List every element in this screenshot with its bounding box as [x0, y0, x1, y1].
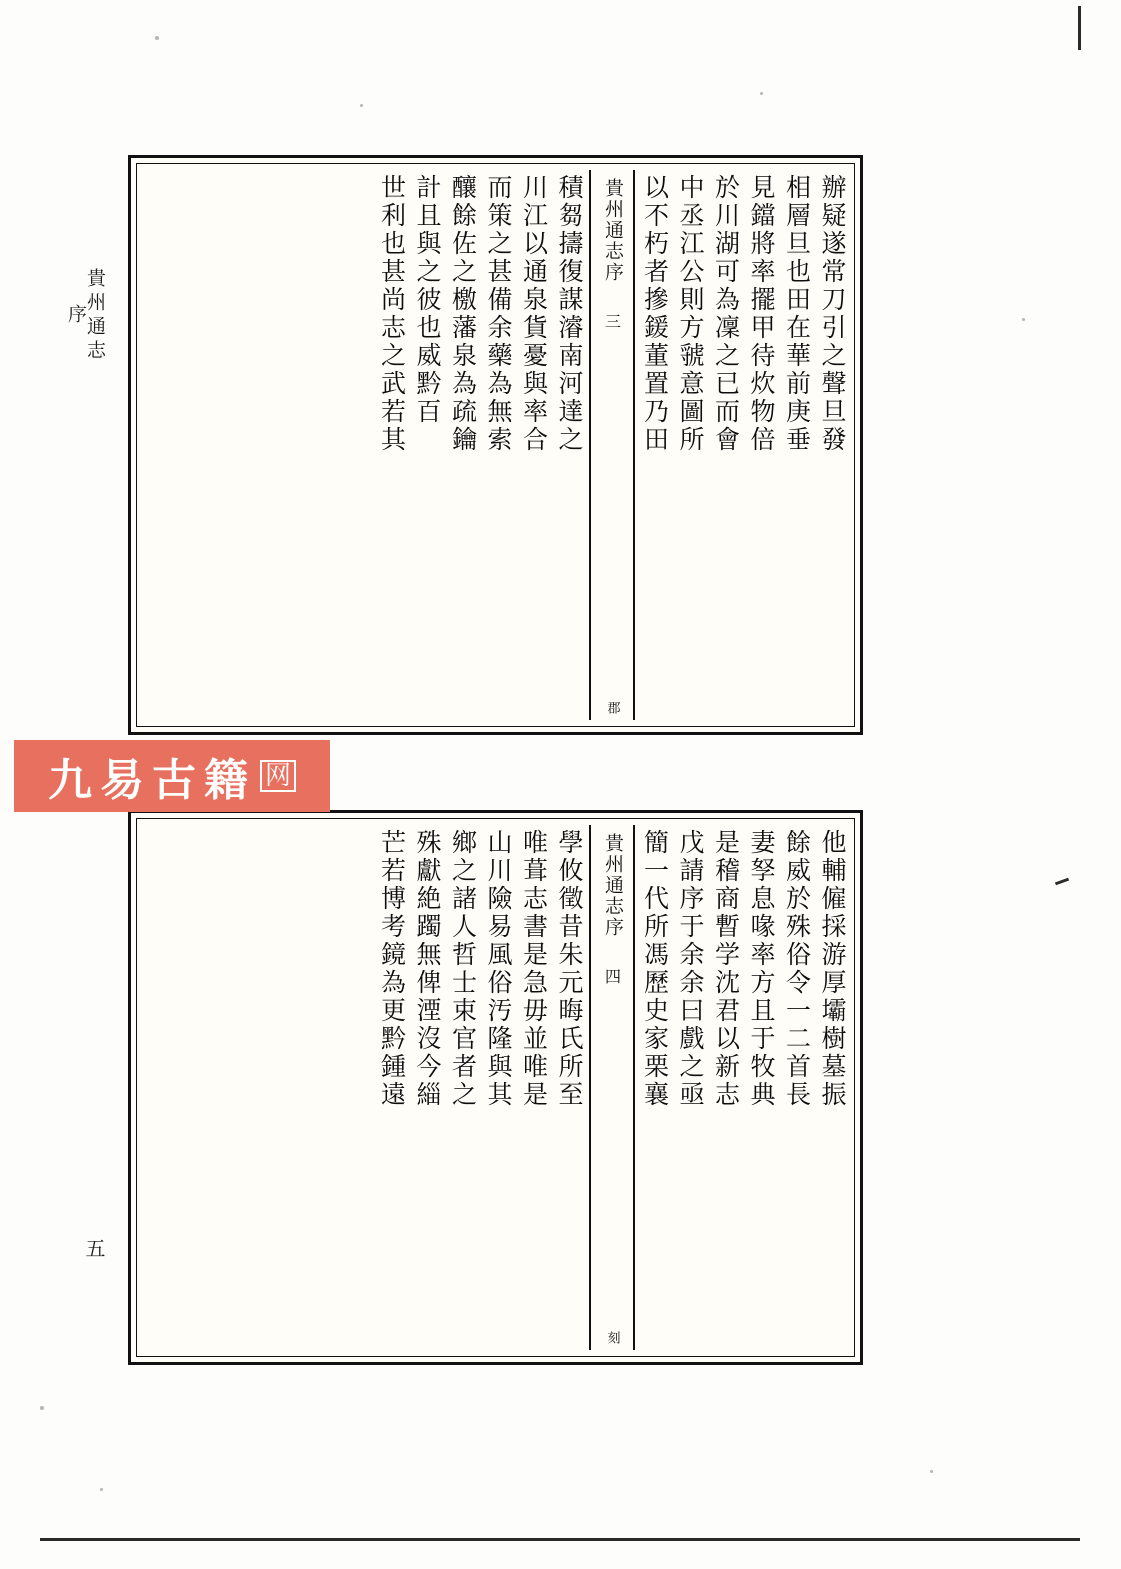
- watermark-banner: [14, 740, 330, 812]
- leaf-bottom-right-half: [637, 825, 850, 1350]
- text-column: 於川湖可為凜之已而會: [711, 174, 741, 454]
- scan-speck: [155, 36, 159, 40]
- watermark-char: 易: [99, 755, 146, 806]
- text-column: 芒若博考鏡為更黔鍾遠: [377, 829, 407, 1109]
- scan-speck: [40, 1406, 44, 1410]
- scan-edge-mark: [1055, 878, 1069, 886]
- running-head-title: 貴州通志: [84, 268, 106, 364]
- fold-footer-mark: 郡: [604, 701, 620, 714]
- leaf-top-right-half: [637, 170, 850, 720]
- text-column: 山川險易風俗汚隆與其: [484, 829, 513, 1109]
- leaf-top-center-fold: [589, 170, 635, 720]
- scan-speck: [1022, 318, 1025, 321]
- leaf-image-top: [128, 155, 863, 735]
- text-column: 中丞江公則方虢意圖所: [676, 174, 705, 454]
- fold-title: 貴州通志序: [601, 178, 624, 283]
- text-column: 川江以通泉貨憂與率合: [519, 174, 549, 454]
- watermark-char: 古: [151, 755, 198, 806]
- fold-leaf-number: 四: [602, 968, 622, 986]
- text-column: 辦疑遂常刀引之聲旦發: [818, 174, 847, 454]
- text-column: 他輔僱採游厚壩樹墓振: [818, 829, 847, 1109]
- scan-speck: [760, 92, 763, 95]
- running-head-subtitle: 序: [65, 304, 87, 328]
- fold-leaf-number: 三: [602, 313, 622, 331]
- scan-speck: [930, 1470, 933, 1473]
- leaf-top-inner: [136, 163, 855, 727]
- watermark-char: 籍: [203, 755, 250, 806]
- text-column: 是稽商暫学沈君以新志: [711, 829, 741, 1109]
- text-column: 見鐺將率擺甲待炊物倍: [747, 174, 776, 454]
- page-number: 五: [82, 1238, 106, 1258]
- text-column: 鄉之諸人哲士束官者之: [448, 829, 478, 1109]
- scan-speck: [100, 1488, 103, 1491]
- running-head: [65, 268, 106, 364]
- text-column: 戊請序于余余曰戲之亟: [676, 829, 705, 1109]
- text-column: 釀餘佐之檄藩泉為疏鑰: [448, 174, 478, 454]
- fold-footer-mark: 刻: [604, 1331, 620, 1344]
- text-column: 世利也甚尚志之武若其: [377, 174, 407, 454]
- watermark-char: 九: [47, 755, 94, 806]
- text-column: 積芻擣復謀濬南河達之: [555, 174, 584, 454]
- text-column: 學攸徵昔朱元晦氏所至: [555, 829, 584, 1109]
- leaf-bottom-center-fold: [589, 825, 635, 1350]
- text-column: 計且與之彼也威黔百: [413, 174, 442, 426]
- scan-bottom-rule: [40, 1538, 1080, 1541]
- text-column: 而策之甚備余藥為無索: [484, 174, 513, 454]
- scan-speck: [360, 104, 363, 107]
- scan-edge-mark: [1078, 6, 1081, 50]
- leaf-top-left-half: [374, 170, 587, 720]
- leaf-image-bottom: [128, 810, 863, 1365]
- watermark-net-label: 网: [260, 760, 296, 793]
- leaf-bottom-left-half: [374, 825, 587, 1350]
- text-column: 唯葺志書是急毋並唯是: [519, 829, 549, 1109]
- text-column: 以不朽者摻鍰董置乃田: [640, 174, 670, 454]
- text-column: 餘威於殊俗令一二首長: [782, 829, 812, 1109]
- text-column: 妻孥息喙率方且于牧典: [747, 829, 776, 1109]
- text-column: 殊獻絶躅無俾湮沒今緇: [413, 829, 442, 1109]
- text-column: 相層旦也田在華前庚垂: [782, 174, 812, 454]
- leaf-bottom-inner: [136, 818, 855, 1357]
- fold-title: 貴州通志序: [601, 833, 624, 938]
- text-column: 簡一代所馮歷史家栗襄: [640, 829, 670, 1109]
